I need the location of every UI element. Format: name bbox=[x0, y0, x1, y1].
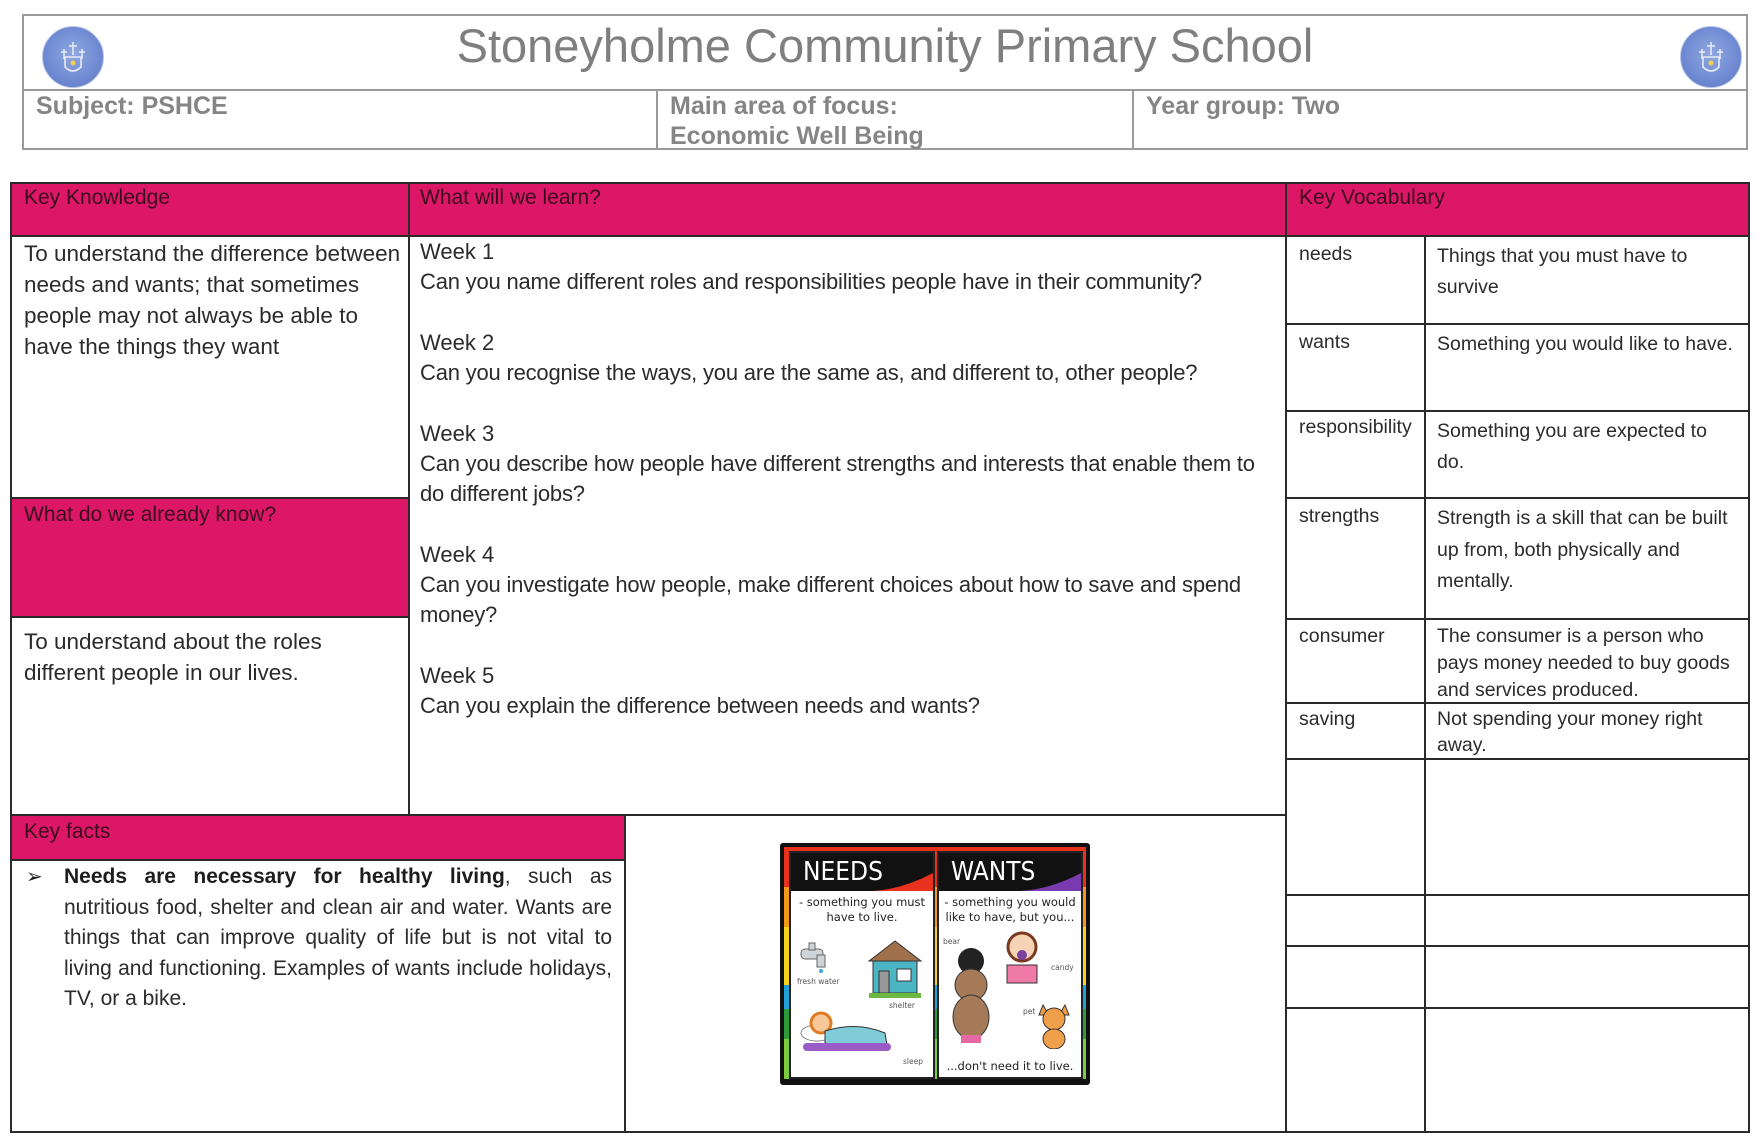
grid-line bbox=[1285, 894, 1750, 896]
header-title-row bbox=[24, 16, 1746, 91]
week-question: Can you investigate how people, make different choices about how to save and spend money? bbox=[420, 572, 1241, 627]
vocab-term: strengths bbox=[1299, 505, 1380, 527]
sleeping-child-icon bbox=[797, 1003, 893, 1053]
needs-wants-poster-image bbox=[780, 843, 1090, 1085]
wants-title: WANTS bbox=[951, 857, 1036, 887]
swoosh-decoration-icon bbox=[873, 873, 933, 891]
week-label: Week 2 bbox=[420, 330, 495, 355]
weekly-learning-list bbox=[420, 237, 1280, 752]
vocabulary-title: Key Vocabulary bbox=[1299, 186, 1445, 209]
learn-title: What will we learn? bbox=[420, 186, 601, 209]
school-name: Stoneyholme Community Primary School bbox=[456, 19, 1314, 72]
teddy-bear-icon bbox=[943, 945, 999, 1045]
subject-label: Subject: PSHCE bbox=[24, 89, 658, 148]
needs-card bbox=[789, 851, 935, 1079]
week-item bbox=[420, 237, 1280, 297]
week-label: Week 4 bbox=[420, 542, 495, 567]
key-facts-body: , such as nutritious food, shelter and clean air and water. Wants are things that can improve quality of life but is not vital to living and functioning. Examples of wants include holidays, TV, or a bike. bbox=[64, 865, 612, 1010]
grid-line bbox=[10, 859, 626, 861]
poster-label: sleep bbox=[903, 1057, 923, 1066]
school-crest-icon bbox=[1680, 26, 1742, 88]
focus-value: Economic Well Being bbox=[670, 122, 924, 150]
poster-label: shelter bbox=[889, 1001, 915, 1010]
week-question: Can you describe how people have different strengths and interests that enable them to do different jobs? bbox=[420, 451, 1255, 506]
vocab-definition: Something you are expected to do. bbox=[1437, 420, 1707, 473]
vocab-term: wants bbox=[1299, 331, 1350, 353]
week-question: Can you explain the difference between needs and wants? bbox=[420, 693, 980, 718]
grid-line bbox=[1285, 1007, 1750, 1009]
needs-title: NEEDS bbox=[803, 857, 883, 887]
week-question: Can you name different roles and responsibilities people have in their community? bbox=[420, 269, 1202, 294]
vocab-definition: Not spending your money right away. bbox=[1437, 708, 1703, 756]
vocab-term: responsibility bbox=[1299, 416, 1412, 438]
poster-label: fresh water bbox=[797, 977, 840, 986]
grid-line bbox=[10, 497, 410, 499]
child-with-candy-icon bbox=[997, 929, 1047, 985]
key-facts-title: Key facts bbox=[24, 820, 111, 843]
grid-line bbox=[1285, 410, 1750, 412]
week-label: Week 1 bbox=[420, 239, 495, 264]
swoosh-decoration-icon bbox=[1021, 873, 1081, 891]
needs-subtitle: - something you must have to live. bbox=[798, 895, 926, 924]
grid-line bbox=[10, 1131, 1750, 1133]
school-header bbox=[22, 14, 1748, 150]
grid-line bbox=[10, 616, 410, 618]
wants-footer: ...don't need it to live. bbox=[946, 1059, 1074, 1073]
grid-line bbox=[1285, 323, 1750, 325]
key-knowledge-title: Key Knowledge bbox=[24, 186, 170, 209]
grid-line bbox=[1285, 618, 1750, 620]
vocab-definition: The consumer is a person who pays money needed to buy goods and services produced. bbox=[1437, 625, 1730, 701]
section-header-band bbox=[11, 183, 1749, 236]
week-item bbox=[420, 540, 1280, 630]
vocab-term: consumer bbox=[1299, 625, 1385, 647]
week-item bbox=[420, 661, 1280, 721]
poster-label: bear bbox=[943, 937, 961, 946]
poster-label: candy bbox=[1051, 963, 1074, 972]
vocab-definition: Strength is a skill that can be built up from, both physically and mentally. bbox=[1437, 507, 1728, 592]
poster-label: pet bbox=[1023, 1007, 1036, 1016]
grid-line bbox=[1424, 235, 1426, 1133]
already-know-text: To understand about the roles different people in our lives. bbox=[24, 629, 322, 685]
focus-label: Main area of focus: bbox=[670, 92, 898, 120]
tap-icon bbox=[799, 941, 835, 975]
focus-area bbox=[658, 89, 1134, 148]
wants-card bbox=[937, 851, 1083, 1079]
vocab-term: saving bbox=[1299, 708, 1356, 730]
vocab-definition: Things that you must have to survive bbox=[1437, 245, 1688, 298]
needs-heading bbox=[791, 853, 933, 891]
week-question: Can you recognise the ways, you are the same as, and different to, other people? bbox=[420, 360, 1198, 385]
header-info-row bbox=[24, 89, 1746, 148]
grid-line bbox=[1285, 758, 1750, 760]
already-know-title: What do we already know? bbox=[24, 503, 277, 526]
week-item bbox=[420, 419, 1280, 509]
cat-icon bbox=[1035, 999, 1077, 1049]
week-label: Week 5 bbox=[420, 663, 495, 688]
grid-line bbox=[1285, 497, 1750, 499]
grid-line bbox=[1285, 945, 1750, 947]
grid-line bbox=[10, 182, 12, 1133]
grid-line bbox=[10, 814, 1287, 816]
key-facts-text bbox=[64, 862, 612, 1015]
wants-subtitle: - something you would like to have, but you... bbox=[944, 895, 1076, 924]
year-group: Year group: Two bbox=[1146, 92, 1340, 120]
vocab-definition: Something you would like to have. bbox=[1437, 333, 1733, 355]
week-label: Week 3 bbox=[420, 421, 495, 446]
arrow-bullet-icon: ➢ bbox=[26, 864, 43, 888]
key-facts-bold-lead: Needs are necessary for healthy living bbox=[64, 865, 505, 888]
wants-heading bbox=[939, 853, 1081, 891]
vocab-term: needs bbox=[1299, 243, 1353, 265]
key-knowledge-text: To understand the difference between needs and wants; that sometimes people may not always be able to have the things they want bbox=[24, 241, 401, 359]
week-item bbox=[420, 328, 1280, 388]
grid-line bbox=[624, 815, 626, 1133]
grid-line bbox=[10, 182, 1750, 184]
house-icon bbox=[865, 937, 925, 999]
